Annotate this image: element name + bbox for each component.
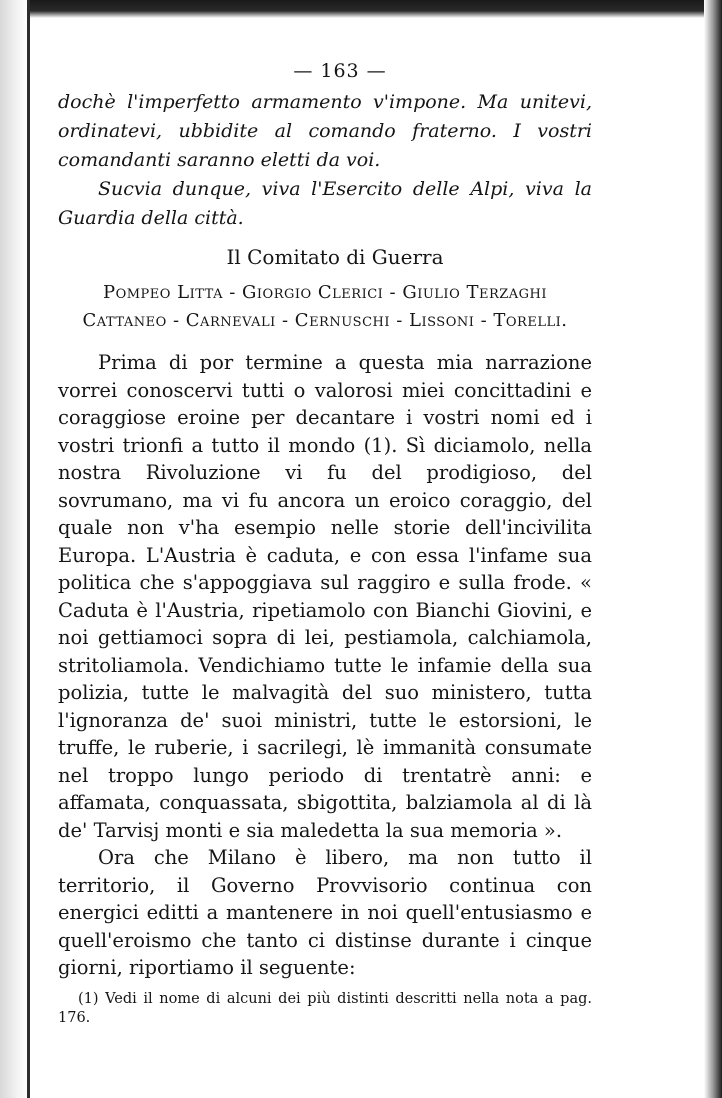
proclamation-paragraph-1: dochè l'imperfetto armamento v'impone. Ma unitevi, ordinatevi, ubbidite al comando fraterno. I vostri comandanti saranno eletti da voi. (58, 91, 592, 171)
proclamation-paragraph-2: Sucvia dunque, viva l'Esercito delle Alpi, viva la Guardia della città. (58, 178, 592, 229)
body-paragraph-1: Prima di por termine a questa mia narrazione vorrei conoscervi tutti o valorosi miei concittadini e coraggiose eroine per decantare i vostri nomi ed i vostri trionfi a tutto il mondo (1). Sì diciamolo, nella nostra Rivoluzione vi fu del prodigioso, del sovrumano, ma vi fu ancora un eroico coraggio, del quale non v'ha esempio nelle storie dell'incivilita Europa. L'Austria è caduta, e con essa l'infame sua politica che s'appoggiava sul raggiro e sulla frode. « Caduta è l'Austria, ripetiamolo con Bianchi Giovini, e noi gettiamoci sopra di lei, pestiamola, calchiamola, stritoliamola. Vendichiamo tutte le infamie della sua polizia, tutte le malvagità del suo ministero, tutta l'ignoranza de' suoi ministri, tutte le estorsioni, le truffe, le ruberie, i sacrilegi, lè immanità consumate nel troppo lungo periodo di trentatrè anni: e affamata, conquassata, sbigottita, balziamola al di là de' Tarvisj monti e sia maledetta la sua memoria ». (58, 351, 592, 842)
body-paragraph-2: Ora che Milano è libero, ma non tutto il territorio, il Governo Provvisorio continua con energici editti a mantenere in noi quell'entusiasmo e quell'eroismo che tanto ci distinse durante i cinque giorni, riportiamo il seguente: (58, 846, 592, 979)
scan-top-edge (0, 0, 722, 18)
scan-left-gutter (0, 0, 30, 1098)
page-number: — 163 — (293, 60, 387, 82)
scan-binding-line (27, 0, 30, 1098)
footnote: (1) Vedi il nome di alcuni dei più distinti descritti nella nota a pag. 176. (58, 990, 592, 1026)
signature-names-row-1: Pompeo Litta - Giorgio Clerici - Giulio Terzaghi (102, 282, 548, 303)
book-page (58, 60, 592, 1028)
signature-title: Il Comitato di Guerra (226, 245, 444, 269)
scan-right-edge (704, 0, 722, 1098)
signature-names-row-2: Cattaneo - Carnevali - Cernuschi - Lissoni - Torelli. (82, 310, 568, 331)
